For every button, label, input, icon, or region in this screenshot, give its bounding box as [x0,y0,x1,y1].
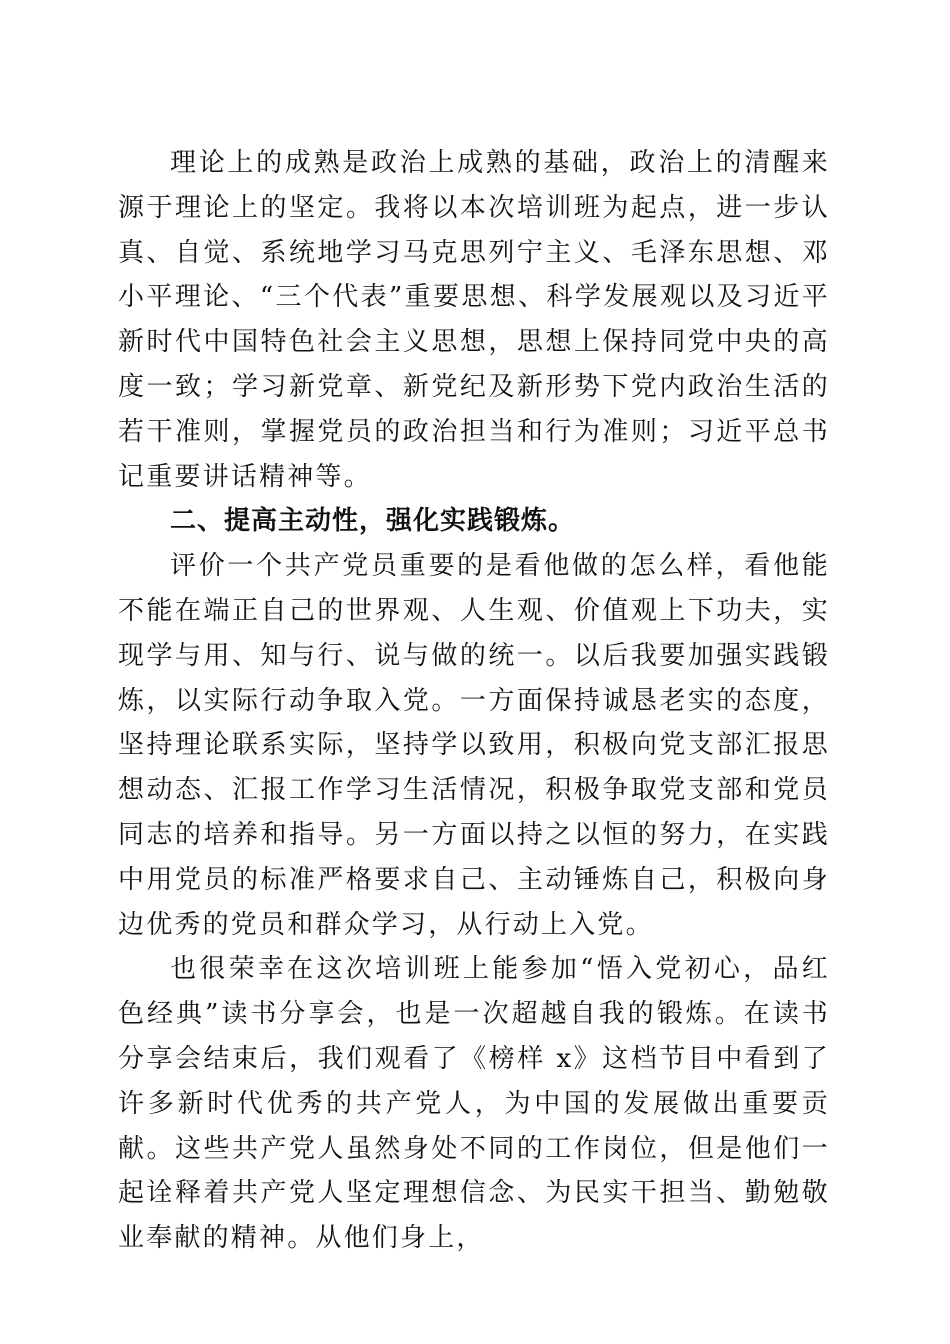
paragraph-reading-session: 也很荣幸在这次培训班上能参加“悟入党初心，品红色经典”读书分享会，也是一次超越自我的锻炼。在读书分享会结束后，我们观看了《榜样 x》这档节目中看到了许多新时代优秀的共产党人，为中国的发展做出重要贡献。这些共产党人虽然身处不同的工作岗位，但是他们一起诠释着共产党人坚定理想信念、为民实干担当、勤勉敬业奉献的精神。从他们身上， [118,954,830,1254]
paragraph-practice: 评价一个共产党员重要的是看他做的怎么样，看他能不能在端正自己的世界观、人生观、价值观上下功夫，实现学与用、知与行、说与做的统一。以后我要加强实践锻炼，以实际行动争取入党。一方面保持诚恳老实的态度，坚持理论联系实际，坚持学以致用，积极向党支部汇报思想动态、汇报工作学习生活情况，积极争取党支部和党员同志的培养和指导。另一方面以持之以恒的努力，在实践中用党员的标准严格要求自己、主动锤炼自己，积极向身边优秀的党员和群众学习，从行动上入党。 [118,551,830,940]
section-heading-practice: 二、提高主动性，强化实践锻炼。 [170,506,576,537]
document-body [118,141,830,1261]
paragraph-theory-study: 理论上的成熟是政治上成熟的基础，政治上的清醒来源于理论上的坚定。我将以本次培训班为起点，进一步认真、自觉、系统地学习马克思列宁主义、毛泽东思想、邓小平理论、“三个代表”重要思想、科学发展观以及习近平新时代中国特色社会主义思想，思想上保持同党中央的高度一致；学习新党章、新党纪及新形势下党内政治生活的若干准则，掌握党员的政治担当和行为准则；习近平总书记重要讲话精神等。 [118,148,830,492]
